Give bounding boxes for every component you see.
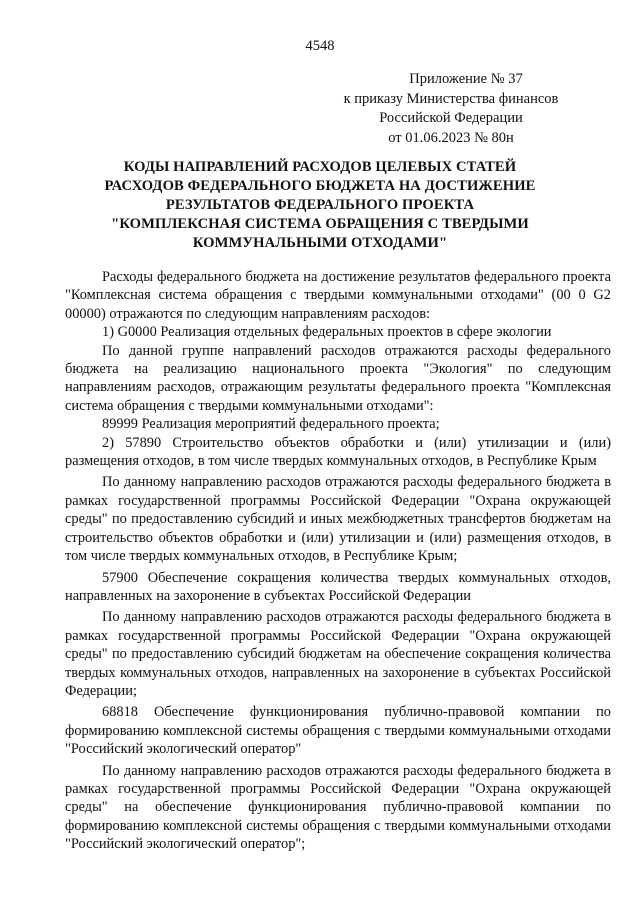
appendix-title: Приложение № 37 <box>409 71 523 87</box>
appendix-date: от 01.06.2023 № 80н <box>388 129 514 146</box>
document-body <box>65 268 611 854</box>
paragraph-group-g0000: 1) G0000 Реализация отдельных федеральных проектов в сфере экологии <box>102 324 552 341</box>
paragraph-code-57890-desc: По данному направлению расходов отражаются расходы федерального бюджета в рамках государственной программы Российской Федерации "Охрана окружающей среды" по предоставлению субсидий и иных межбюджетных трансфертов бюджетам на строительство объектов обработки и (или) утилизации и (или) размещения отходов, в том числе твердых коммунальных отходов, в Республике Крым; <box>65 474 611 565</box>
page-number: 4548 <box>305 38 335 54</box>
paragraph-code-57900: 57900 Обеспечение сокращения количества твердых коммунальных отходов, направленных на захоронение в субъектах Российской Федерации <box>65 569 611 604</box>
heading-line-2: РАСХОДОВ ФЕДЕРАЛЬНОГО БЮДЖЕТА НА ДОСТИЖЕНИЕ <box>104 178 536 194</box>
heading-line-1: КОДЫ НАПРАВЛЕНИЙ РАСХОДОВ ЦЕЛЕВЫХ СТАТЕЙ <box>123 159 517 175</box>
document-heading <box>40 158 600 253</box>
paragraph-group-g0000-desc: По данной группе направлений расходов отражаются расходы федерального бюджета на реализацию национального проекта "Экология" по следующим направлениям расходов, отражающим результаты федерального проекта "Комплексная система обращения с твердыми коммунальными отходами": <box>65 342 611 414</box>
heading-line-3: РЕЗУЛЬТАТОВ ФЕДЕРАЛЬНОГО ПРОЕКТА <box>165 197 475 213</box>
paragraph-code-68818: 68818 Обеспечение функционирования публично-правовой компании по формированию комплексной системы обращения с твердыми коммунальными отходами "Российский экологический оператор" <box>65 704 611 758</box>
paragraph-code-89999: 89999 Реализация мероприятий федерального проекта; <box>102 416 440 433</box>
paragraph-code-57890: 2) 57890 Строительство объектов обработки и (или) утилизации и (или) размещения отходов, в том числе твердых коммунальных отходов, в Республике Крым <box>65 434 611 470</box>
heading-line-5: КОММУНАЛЬНЫМИ ОТХОДАМИ" <box>192 235 448 251</box>
appendix-ministry: Российской Федерации <box>379 110 523 126</box>
appendix-order-ref: к приказу Министерства финансов <box>343 90 559 107</box>
paragraph-code-57900-desc: По данному направлению расходов отражаются расходы федерального бюджета в рамках государственной программы Российской Федерации "Охрана окружающей среды" по предоставлению субсидий бюджетам на обеспечение сокращения количества твердых коммунальных отходов, направленных на захоронение в субъектах Российской Федерации; <box>65 609 611 699</box>
paragraph-intro: Расходы федерального бюджета на достижение результатов федерального проекта "Комплексная система обращения с твердыми коммунальными отходами" (00 0 G2 00000) отражаются по следующим направлениям расходов: <box>65 269 611 322</box>
appendix-block <box>321 70 581 148</box>
paragraph-code-68818-desc: По данному направлению расходов отражаются расходы федерального бюджета в рамках государственной программы Российской Федерации "Охрана окружающей среды" на обеспечение функционирования публично-правовой компании по формированию комплексной системы обращения с твердыми коммунальными отходами "Российский экологический оператор"; <box>65 762 611 853</box>
heading-line-4: "КОМПЛЕКСНАЯ СИСТЕМА ОБРАЩЕНИЯ С ТВЕРДЫМИ <box>111 216 529 232</box>
